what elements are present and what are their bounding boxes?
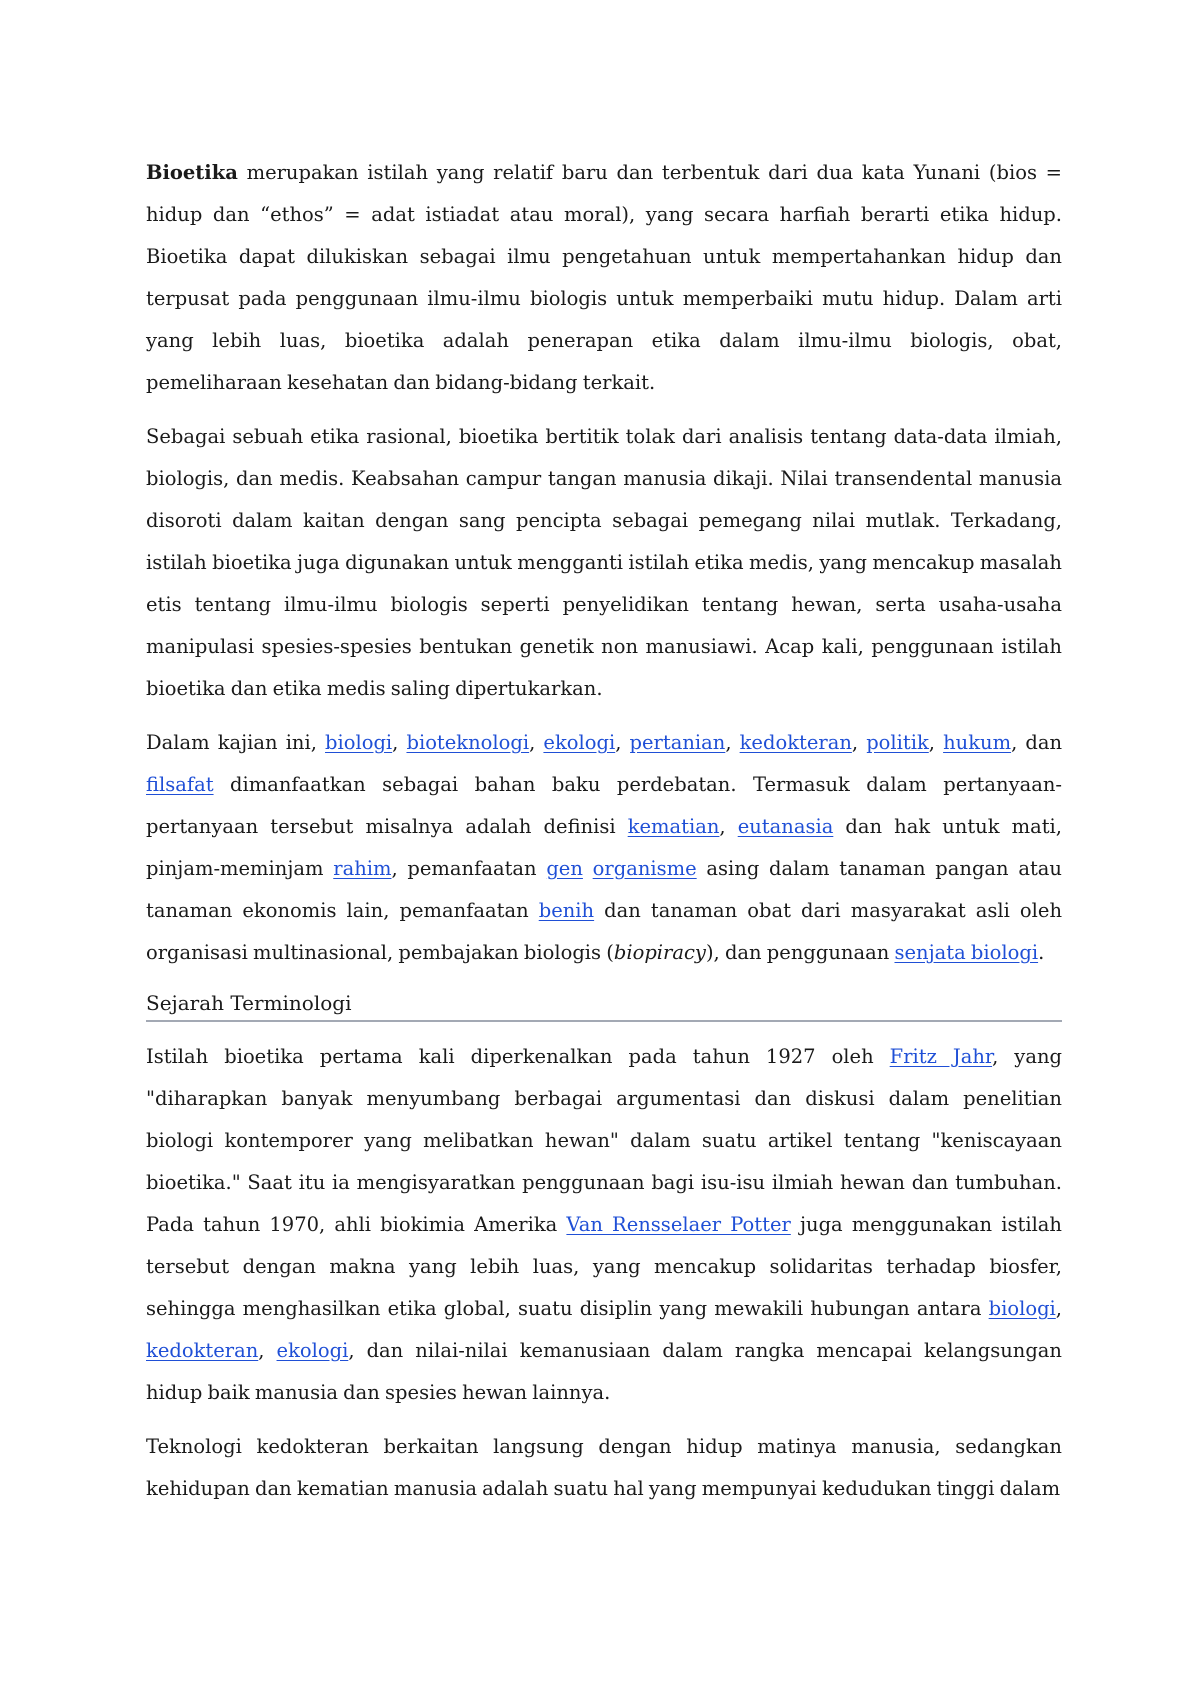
link-rahim[interactable]: rahim <box>333 857 392 880</box>
paragraph-definition: Bioetika merupakan istilah yang relatif baru dan terbentuk dari dua kata Yunani (bios = hidup dan “ethos” = adat istiadat atau moral), yang secara harfiah berarti etika hidup. Bioetika dapat dilukiskan sebagai ilmu pengetahuan untuk mempertahankan hidup dan terpusat pada penggunaan ilmu-ilmu biologis untuk memperbaiki mutu hidup. Dalam arti yang lebih luas, bioetika adalah penerapan etika dalam ilmu-ilmu biologis, obat, pemeliharaan kesehatan dan bidang-bidang terkait. <box>146 161 1062 394</box>
term-bioetika: Bioetika <box>146 161 238 184</box>
paragraph-medical-technology: Teknologi kedokteran berkaitan langsung dengan hidup matinya manusia, sedangkan kehidupan dan kematian manusia adalah suatu hal yang mempunyai kedudukan tinggi dalam <box>146 1435 1062 1500</box>
link-bioteknologi[interactable]: bioteknologi <box>406 731 530 754</box>
link-van-rensselaer-potter[interactable]: Van Rensselaer Potter <box>566 1213 791 1236</box>
link-ekologi[interactable]: ekologi <box>543 731 616 754</box>
paragraph-study-fields: Dalam kajian ini, biologi, bioteknologi, ekologi, pertanian, kedokteran, politik, hukum, dan filsafat dimanfaatkan sebagai bahan baku perdebatan. Termasuk dalam pertanyaan-pertanyaan tersebut misalnya adalah definisi kematian, eutanasia dan hak untuk mati, pinjam-meminjam rahim, pemanfaatan gen organisme asing dalam tanaman pangan atau tanaman ekonomis lain, pemanfaatan benih dan tanaman obat dari masyarakat asli oleh organisasi multinasional, pembajakan biologis (biopiracy), dan penggunaan senjata biologi. <box>146 731 1063 964</box>
link-benih[interactable]: benih <box>538 899 595 922</box>
link-biologi-2[interactable]: biologi <box>988 1297 1056 1320</box>
link-fritz-jahr[interactable]: Fritz Jahr <box>889 1045 993 1068</box>
link-kedokteran-2[interactable]: kedokteran <box>146 1339 259 1362</box>
link-organisme[interactable]: organisme <box>592 857 697 880</box>
link-eutanasia[interactable]: eutanasia <box>737 815 834 838</box>
link-ekologi-2[interactable]: ekologi <box>276 1339 349 1362</box>
link-kematian[interactable]: kematian <box>627 815 720 838</box>
link-hukum[interactable]: hukum <box>943 731 1012 754</box>
link-politik[interactable]: politik <box>866 731 929 754</box>
paragraph-history: Istilah bioetika pertama kali diperkenalkan pada tahun 1927 oleh Fritz Jahr, yang "diharapkan banyak menyumbang berbagai argumentasi dan diskusi dalam penelitian biologi kontemporer yang melibatkan hewan" dalam suatu artikel tentang "keniscayaan bioetika." Saat itu ia mengisyaratkan penggunaan bagi isu-isu ilmiah hewan dan tumbuhan. Pada tahun 1970, ahli biokimia Amerika Van Rensselaer Potter juga menggunakan istilah tersebut dengan makna yang lebih luas, yang mencakup solidaritas terhadap biosfer, sehingga menghasilkan etika global, suatu disiplin yang mewakili hubungan antara biologi, kedokteran, ekologi, dan nilai-nilai kemanusiaan dalam rangka mencapai kelangsungan hidup baik manusia dan spesies hewan lainnya. <box>146 1045 1062 1404</box>
paragraph-rational-ethics: Sebagai sebuah etika rasional, bioetika bertitik tolak dari analisis tentang data-data ilmiah, biologis, dan medis. Keabsahan campur tangan manusia dikaji. Nilai transendental manusia disoroti dalam kaitan dengan sang pencipta sebagai pemegang nilai mutlak. Terkadang, istilah bioetika juga digunakan untuk mengganti istilah etika medis, yang mencakup masalah etis tentang ilmu-ilmu biologis seperti penyelidikan tentang hewan, serta usaha-usaha manipulasi spesies-spesies bentukan genetik non manusiawi. Acap kali, penggunaan istilah bioetika dan etika medis saling dipertukarkan. <box>146 425 1062 700</box>
link-filsafat[interactable]: filsafat <box>146 773 214 796</box>
term-biopiracy: biopiracy <box>613 941 706 964</box>
link-kedokteran[interactable]: kedokteran <box>739 731 852 754</box>
document-page <box>146 152 1062 1522</box>
section-heading-sejarah: Sejarah Terminologi <box>146 986 1062 1022</box>
link-pertanian[interactable]: pertanian <box>629 731 726 754</box>
link-senjata-biologi[interactable]: senjata biologi <box>894 941 1039 964</box>
link-biologi[interactable]: biologi <box>325 731 393 754</box>
link-gen[interactable]: gen <box>546 857 583 880</box>
